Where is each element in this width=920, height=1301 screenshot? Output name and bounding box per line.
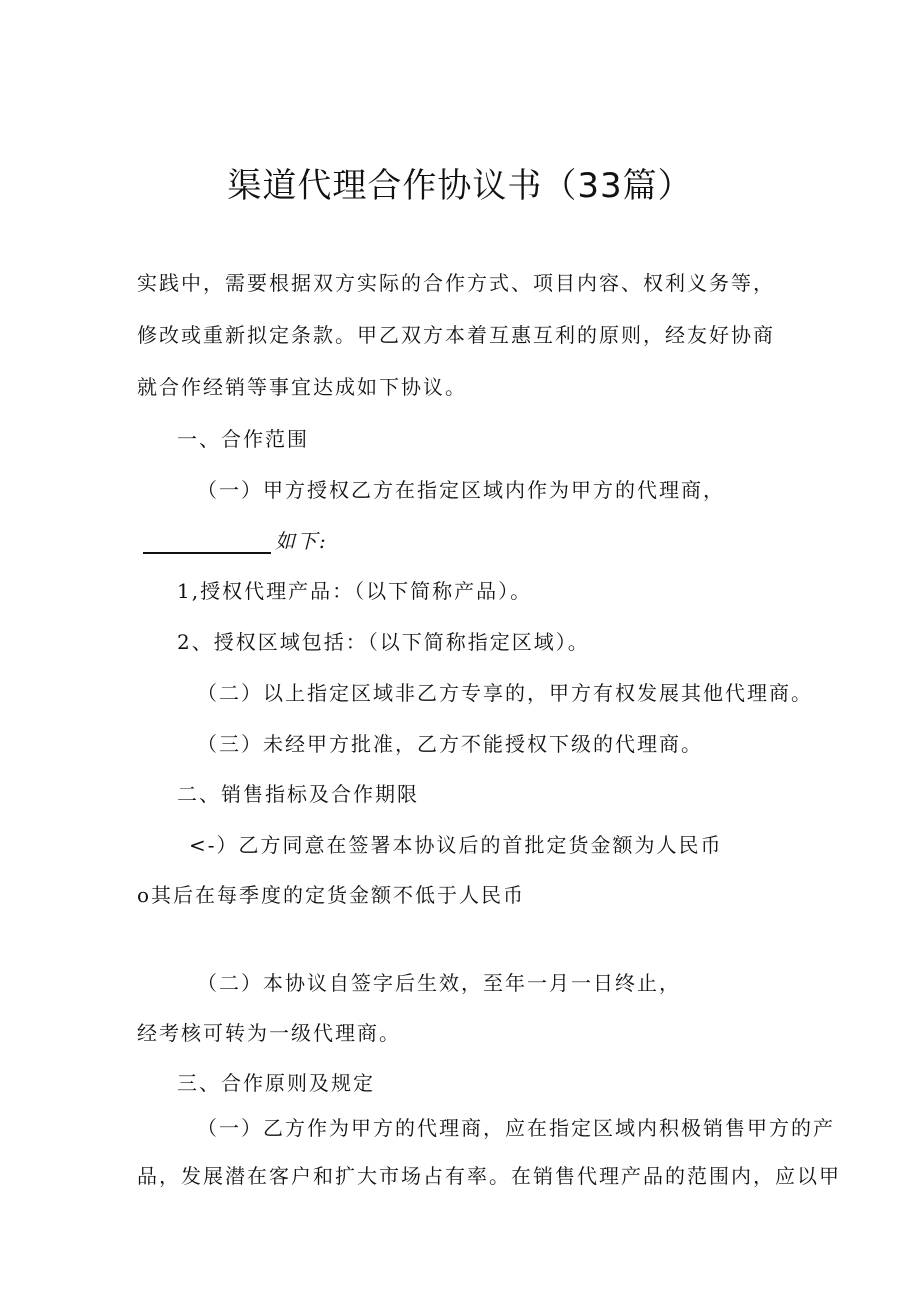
clause-line: 2、授权区域包括：（以下简称指定区域）。 <box>177 630 590 654</box>
paragraph-line: 修改或重新拟定条款。甲乙双方本着互惠互利的原则，经友好协商 <box>137 323 775 347</box>
clause-line: （二）本协议自签字后生效，至年一月一日终止， <box>197 971 681 995</box>
clause-line: 经考核可转为一级代理商。 <box>137 1021 401 1045</box>
document-title: 渠道代理合作协议书（33篇） <box>227 166 693 206</box>
paragraph-line: 就合作经销等事宜达成如下协议。 <box>137 375 467 399</box>
clause-line: 1,授权代理产品：（以下简称产品）。 <box>177 579 533 603</box>
clause-line: （二）以上指定区域非乙方专享的，甲方有权发展其他代理商。 <box>197 681 813 705</box>
paragraph-line: 实践中，需要根据双方实际的合作方式、项目内容、权利义务等， <box>137 271 775 295</box>
section-heading: 三、合作原则及规定 <box>177 1071 375 1095</box>
clause-line: o其后在每季度的定货金额不低于人民币 <box>137 883 526 907</box>
fill-in-blank <box>143 534 271 554</box>
section-heading: 一、合作范围 <box>177 427 309 451</box>
clause-continuation: 如下: <box>275 529 328 553</box>
clause-line: （一）甲方授权乙方在指定区域内作为甲方的代理商， <box>197 478 725 502</box>
clause-line: 品，发展潜在客户和扩大市场占有率。在销售代理产品的范围内，应以甲 <box>137 1164 841 1188</box>
section-heading: 二、销售指标及合作期限 <box>177 782 419 806</box>
clause-line: （三）未经甲方批准，乙方不能授权下级的代理商。 <box>197 732 703 756</box>
clause-line <box>143 528 328 554</box>
clause-line: （一）乙方作为甲方的代理商，应在指定区域内积极销售甲方的产 <box>197 1116 835 1140</box>
clause-line: <-）乙方同意在签署本协议后的首批定货金额为人民币 <box>189 833 723 857</box>
